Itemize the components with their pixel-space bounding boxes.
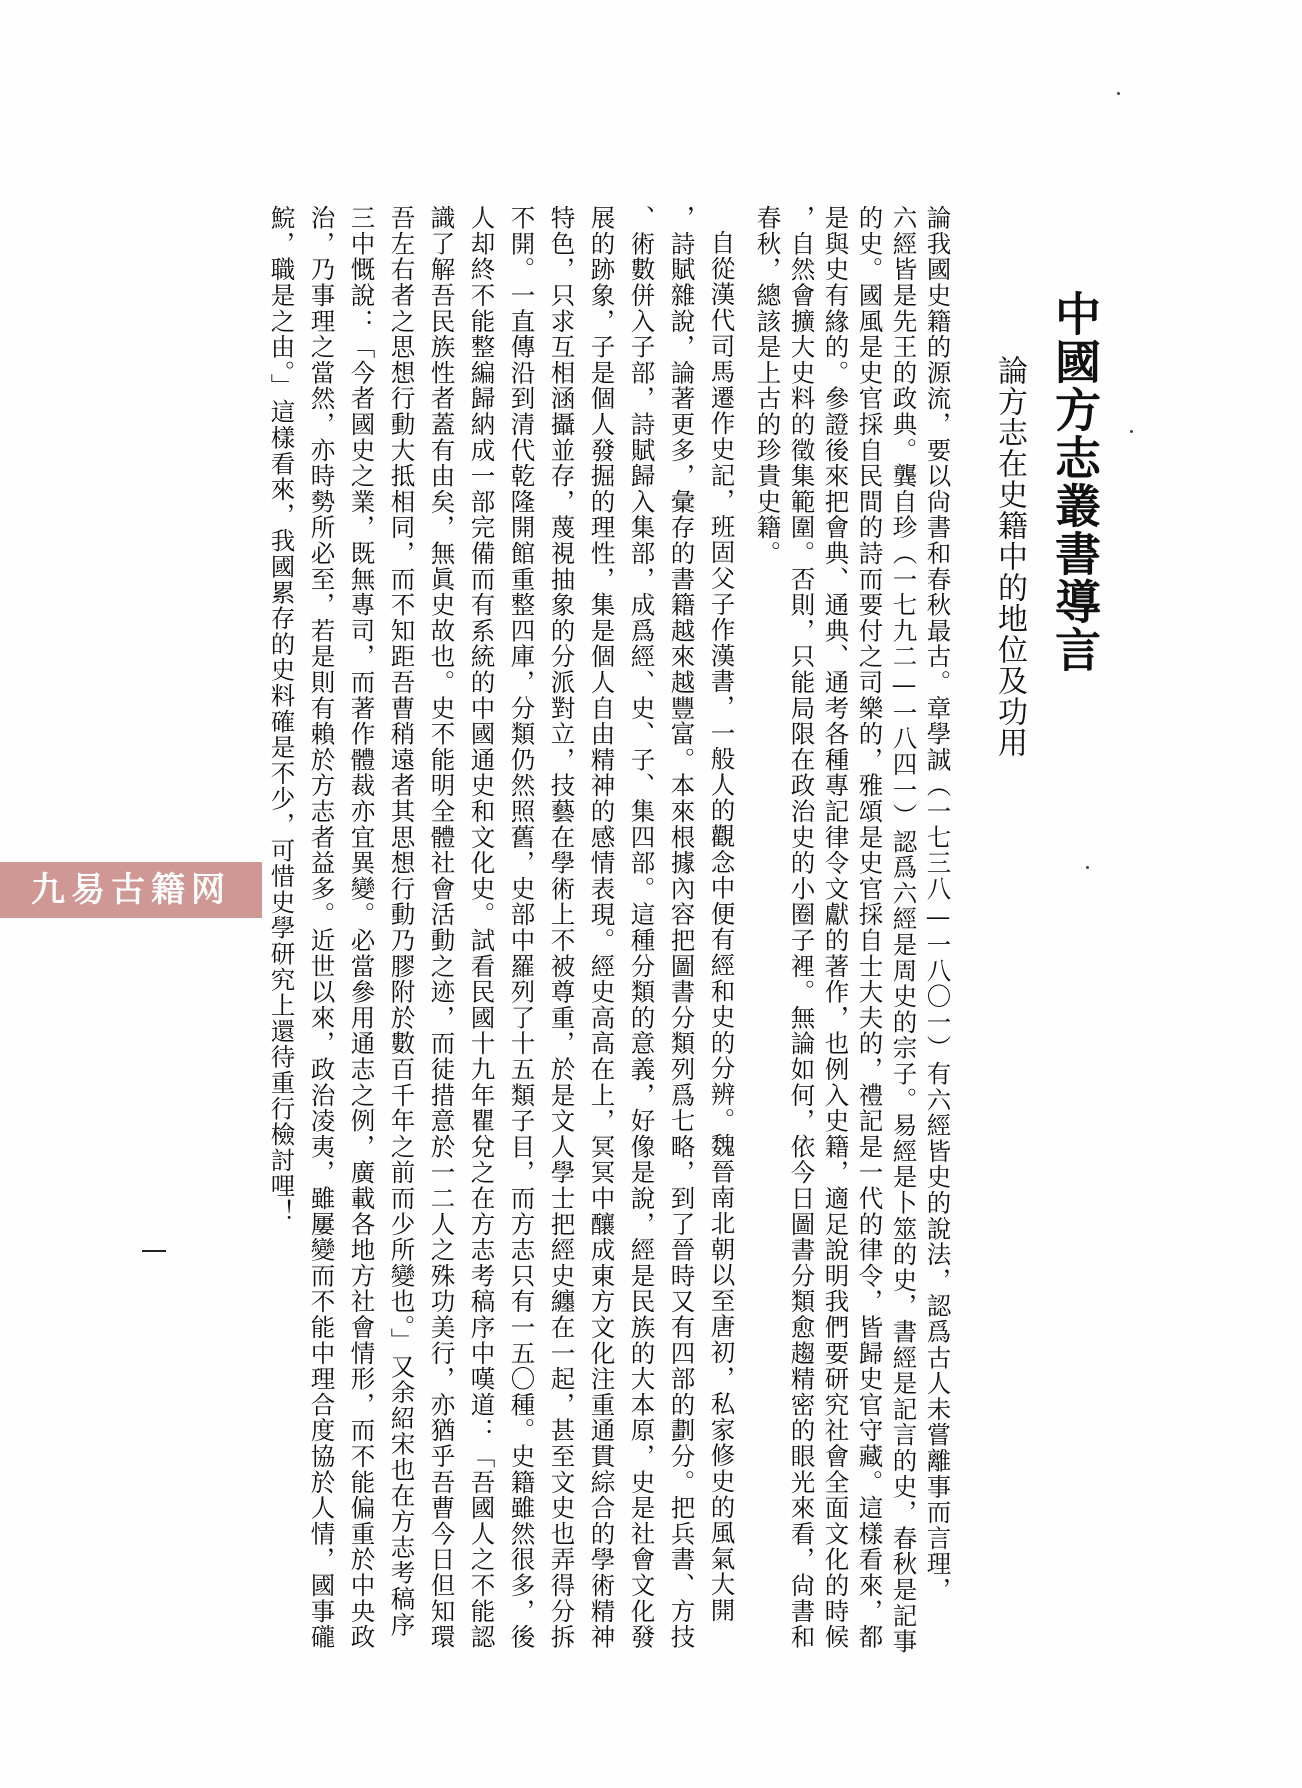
scan-speck [1117,92,1120,95]
body-column: 、術數併入子部，詩賦歸入集部，成爲經、史、子、集四部。這種分類的意義，好像是說，經是民族的大本原，史是社會文化發 [627,205,657,1650]
page-number-mark [142,1250,166,1252]
scan-speck [1130,430,1133,433]
body-column: 論我國史籍的源流，要以尙書和春秋最古。章學誠（一七三八—一八〇一）有六經皆史的說法，認爲古人未嘗離事而言理， [923,205,953,1603]
body-column: 六經皆是先王的政典。龔自珍（一七九二—一八四一）認爲六經是周史的宗子。易經是卜筮的史，書經是記言的史，春秋是記事 [889,205,919,1655]
document-subtitle: 論方志在史籍中的地位及功用 [992,355,1027,758]
body-column: 特色，只求互相涵攝並存，蔑視抽象的分派對立，技藝在學術上不被尊重，於是文人學士把經史纏在一起，甚至文史也弄得分拆 [547,205,577,1650]
scan-speck [1086,866,1089,869]
body-column: 的史。國風是史官採自民間的詩而要付之司樂的，雅頌是史官採自士大夫的，禮記是一代的律令，皆歸史官守藏。這樣看來，都 [855,205,885,1650]
body-column: 治，乃事理之當然，亦時勢所必至，若是則有賴於方志者益多。近世以來，政治凌夷，雖屢變而不能中理合度協於人情，國事礲 [307,205,337,1650]
body-column: ，詩賦雜說，論著更多，彙存的書籍越來越豐富。本來根據內容把圖書分類列爲七略，到了晉時又有四部的劃分。把兵書、方技 [667,205,697,1650]
body-column: 三中慨說：「今者國史之業，既無專司，而著作體裁亦宜異變。必當參用通志之例，廣載各地方社會情形，而不能偏重於中央政 [347,205,377,1650]
body-column: 人却終不能整編歸納成一部完備而有系統的中國通史和文化史。試看民國十九年瞿兌之在方志考稿序中嘆道：「吾國人之不能認 [467,205,497,1650]
body-column: ，自然會擴大史料的徵集範圍。否則，只能局限在政治史的小圈子裡。無論如何，依今日圖書分類愈趨精密的眼光來看，尙書和 [787,205,817,1650]
body-column: 識了解吾民族性者蓋有由矣，無眞史故也。史不能明全體社會活動之迹，而徒措意於一二人之殊功美行，亦猶乎吾曹今日但知環 [427,205,457,1650]
body-column: 不開。一直傳沿到清代乾隆開館重整四庫，分類仍然照舊，史部中羅列了十五類子目，而方志只有一五〇種。史籍雖然很多，後 [507,205,537,1650]
document-title: 中國方志叢書導言 [1048,290,1102,674]
body-column: 鯇，職是之由。」這樣看來，我國累存的史料確是不少，可惜史學研究上還待重行檢討哩！ [267,205,297,1225]
watermark-logo: 九易古籍网 [0,862,262,918]
body-column: 吾左右者之思想行動大抵相同，而不知距吾曹稍遠者其思想行動乃膠附於數百千年之前而少所變也。」又余紹宋也在方志考稿序 [387,205,417,1638]
body-column: 是與史有緣的。參證後來把會典、通典、通考各種專記律令文獻的著作，也例入史籍，適足說明我們要研究社會全面文化的時候 [821,205,851,1650]
body-column: 春秋，總該是上古的珍貴史籍。 [753,205,783,567]
body-column: 自從漢代司馬遷作史記，班固父子作漢書，一般人的觀念中便有經和史的分辨。魏晉南北朝以至唐初，私家修史的風氣大開 [707,230,737,1624]
body-column: 展的跡象，子是個人發掘的理性，集是個人自由精神的感情表現。經史高高在上，冥冥中釀成東方文化注重通貫綜合的學術精神 [587,205,617,1650]
